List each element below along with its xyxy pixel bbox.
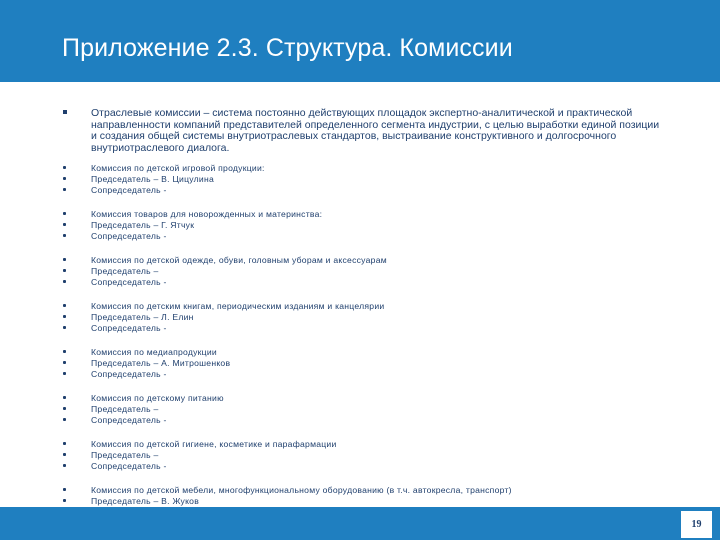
co-chairman-line [60, 185, 680, 196]
chairman-line [60, 450, 680, 461]
intro-text [91, 108, 661, 154]
intro-definition: – система постоянно действующих площадок экспертно-аналитической и практической направленности компаний представителей определенного сегмента индустрии, с целью выработки единой позиции и создания общей системы внутриотраслевых стандартов, выстраивание конструктивного и долгосрочного внутриотраслевого диалога. [91, 107, 660, 154]
commission-item [60, 209, 680, 242]
square-bullet-icon [63, 110, 67, 114]
bullet-icon [63, 453, 66, 456]
commission-line-text: Комиссия по детской одежде, обуви, головным уборам и аксессуарам [91, 255, 387, 265]
co-chairman-line [60, 277, 680, 288]
bullet-icon [63, 396, 66, 399]
chairman-line [60, 496, 680, 507]
slide-content [60, 108, 680, 531]
chairman-line [60, 174, 680, 185]
commission-line-text: Сопредседатель - [91, 415, 167, 425]
co-chairman-line [60, 415, 680, 426]
co-chairman-line [60, 369, 680, 380]
footer-band [0, 507, 720, 540]
bullet-icon [63, 315, 66, 318]
commission-item [60, 301, 680, 334]
co-chairman-line [60, 323, 680, 334]
bullet-icon [63, 418, 66, 421]
commission-line-text: Председатель – Л. Елин [91, 312, 194, 322]
commission-line-text: Председатель – В. Жуков [91, 496, 200, 506]
commission-line-text: Комиссия по детской гигиене, косметике и парафармации [91, 439, 337, 449]
chairman-line [60, 404, 680, 415]
commission-line-text: Сопредседатель - [91, 323, 167, 333]
commission-line-text: Председатель – Г. Ятчук [91, 220, 195, 230]
commission-name-line [60, 393, 680, 404]
bullet-icon [63, 166, 66, 169]
bullet-icon [63, 223, 66, 226]
commission-line-text: Комиссия по детскому питанию [91, 393, 224, 403]
bullet-icon [63, 258, 66, 261]
bullet-icon [63, 326, 66, 329]
commission-list [60, 163, 680, 518]
commission-line-text: Комиссия по детской мебели, многофункциональному оборудованию (в т.ч. автокресла, транспорт) [91, 485, 512, 495]
commission-line-text: Сопредседатель - [91, 277, 167, 287]
intro-term: Отраслевые комиссии [91, 107, 201, 119]
bullet-icon [63, 464, 66, 467]
co-chairman-line [60, 231, 680, 242]
chairman-line [60, 220, 680, 231]
commission-name-line [60, 301, 680, 312]
commission-name-line [60, 209, 680, 220]
commission-line-text: Комиссия товаров для новорожденных и материнства: [91, 209, 323, 219]
chairman-line [60, 266, 680, 277]
commission-name-line [60, 439, 680, 450]
slide-title: Приложение 2.3. Структура. Комиссии [62, 34, 513, 62]
bullet-icon [63, 407, 66, 410]
commission-line-text: Председатель – А. Митрошенков [91, 358, 231, 368]
commission-line-text: Председатель – [91, 404, 159, 414]
commission-line-text: Сопредседатель - [91, 461, 167, 471]
commission-line-text: Сопредседатель - [91, 369, 167, 379]
bullet-icon [63, 372, 66, 375]
commission-line-text: Комиссия по детским книгам, периодическим изданиям и канцелярии [91, 301, 385, 311]
commission-line-text: Комиссия по детской игровой продукции: [91, 163, 265, 173]
commission-item [60, 163, 680, 196]
chairman-line [60, 358, 680, 369]
commission-line-text: Сопредседатель - [91, 231, 167, 241]
bullet-icon [63, 280, 66, 283]
bullet-icon [63, 212, 66, 215]
commission-line-text: Сопредседатель - [91, 185, 167, 195]
bullet-icon [63, 269, 66, 272]
commission-item [60, 255, 680, 288]
bullet-icon [63, 304, 66, 307]
commission-line-text: Комиссия по медиапродукции [91, 347, 217, 357]
bullet-icon [63, 234, 66, 237]
bullet-icon [63, 488, 66, 491]
commission-item [60, 439, 680, 472]
commission-item [60, 347, 680, 380]
commission-name-line [60, 255, 680, 266]
commission-line-text: Председатель – В. Цицулина [91, 174, 214, 184]
bullet-icon [63, 361, 66, 364]
page-number: 19 [681, 511, 712, 538]
commission-name-line [60, 485, 680, 496]
commission-line-text: Председатель – [91, 266, 159, 276]
bullet-icon [63, 177, 66, 180]
bullet-icon [63, 350, 66, 353]
bullet-icon [63, 442, 66, 445]
bullet-icon [63, 499, 66, 502]
co-chairman-line [60, 461, 680, 472]
bullet-icon [63, 188, 66, 191]
commission-item [60, 393, 680, 426]
commission-name-line [60, 347, 680, 358]
commission-name-line [60, 163, 680, 174]
commission-line-text: Председатель – [91, 450, 159, 460]
intro-paragraph [60, 108, 680, 154]
chairman-line [60, 312, 680, 323]
